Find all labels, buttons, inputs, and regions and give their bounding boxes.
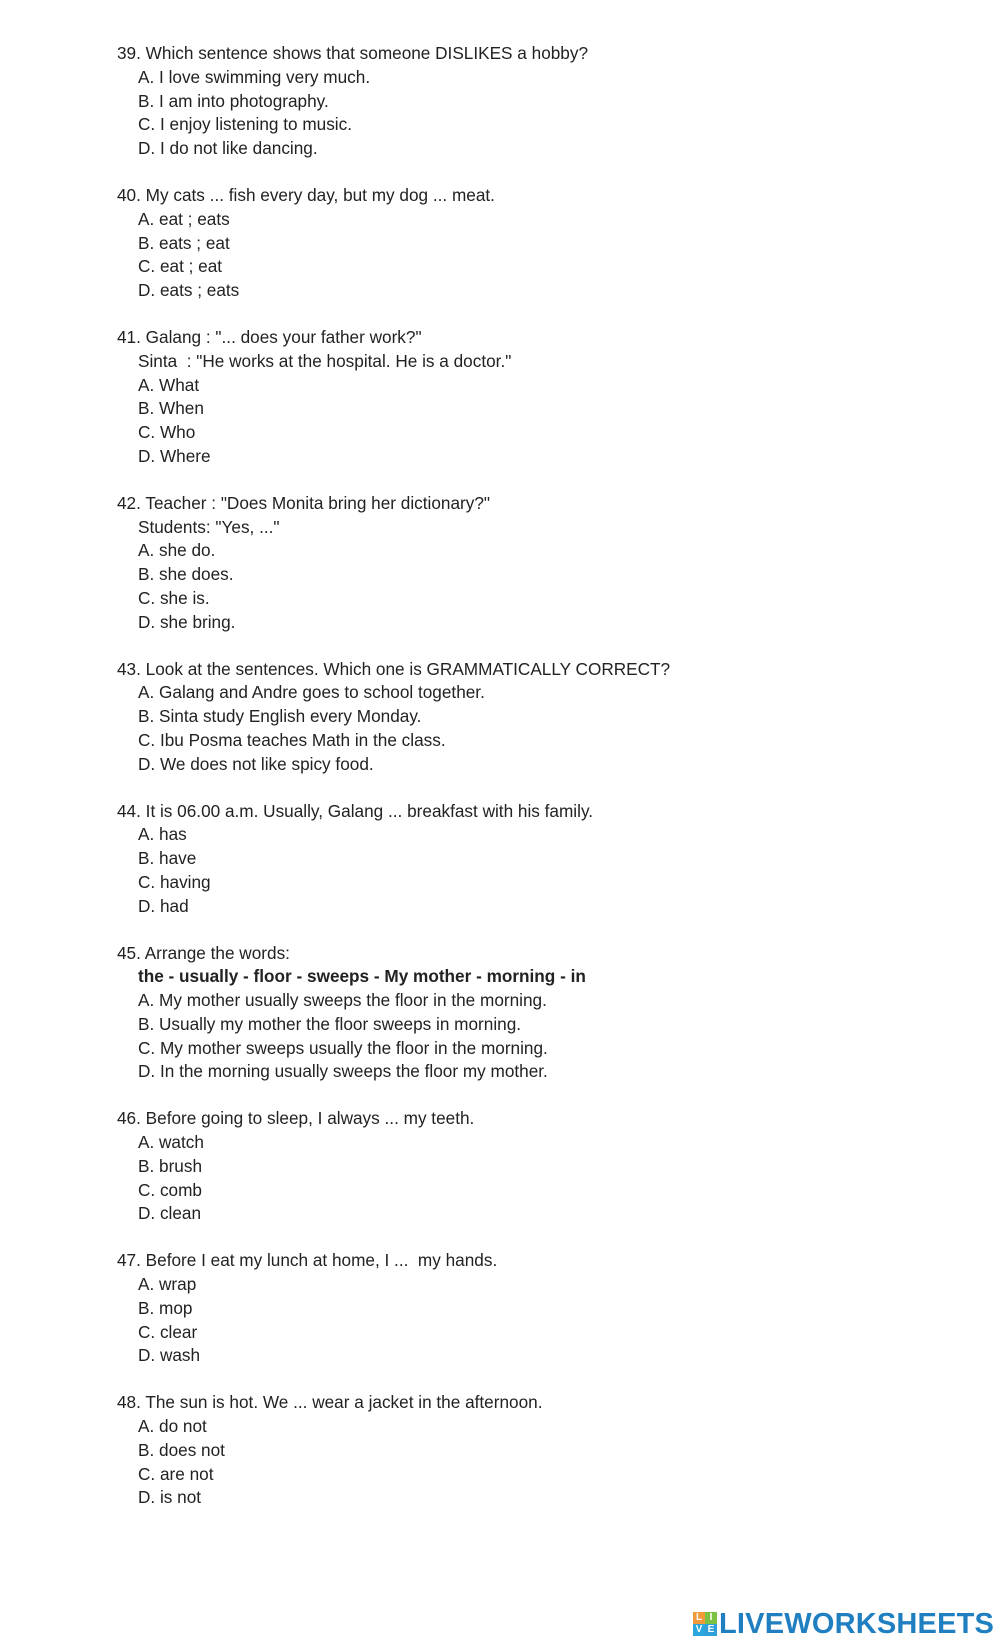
option-d: D. is not bbox=[138, 1487, 202, 1508]
option-c: C. Ibu Posma teaches Math in the class. bbox=[138, 729, 446, 750]
option-c: C. Who bbox=[138, 422, 196, 443]
word-list: the - usually - floor - sweeps - My mother - morning - in bbox=[138, 966, 586, 987]
option-b: B. brush bbox=[138, 1155, 203, 1176]
option-b: B. Sinta study English every Monday. bbox=[138, 706, 422, 727]
question-42 bbox=[117, 492, 977, 635]
option-d: D. eats ; eats bbox=[138, 280, 240, 301]
option-b: B. have bbox=[138, 848, 197, 869]
question-stem: 40. My cats ... fish every day, but my dog ... meat. bbox=[117, 184, 495, 205]
option-d: D. Where bbox=[138, 445, 211, 466]
option-a: A. has bbox=[138, 824, 187, 845]
question-39 bbox=[117, 42, 977, 161]
option-a: A. Galang and Andre goes to school together. bbox=[138, 682, 485, 703]
question-48 bbox=[117, 1391, 977, 1510]
logo-mark-letter: I bbox=[705, 1612, 717, 1624]
option-d: D. she bring. bbox=[138, 611, 236, 632]
logo-mark-letter: V bbox=[693, 1624, 705, 1636]
logo-mark-icon bbox=[693, 1612, 717, 1636]
question-stem: 42. Teacher : "Does Monita bring her dictionary?" bbox=[117, 492, 491, 513]
dialogue-line: Students: "Yes, ..." bbox=[138, 516, 280, 537]
question-stem: 43. Look at the sentences. Which one is GRAMMATICALLY CORRECT? bbox=[117, 658, 671, 679]
option-c: C. comb bbox=[138, 1179, 202, 1200]
option-a: A. My mother usually sweeps the floor in the morning. bbox=[138, 990, 547, 1011]
option-b: B. she does. bbox=[138, 564, 234, 585]
question-47 bbox=[117, 1249, 977, 1368]
question-45 bbox=[117, 942, 977, 1085]
option-a: A. she do. bbox=[138, 540, 216, 561]
option-a: A. eat ; eats bbox=[138, 208, 230, 229]
option-c: C. My mother sweeps usually the floor in the morning. bbox=[138, 1037, 548, 1058]
option-d: D. had bbox=[138, 895, 189, 916]
question-40 bbox=[117, 184, 977, 303]
option-d: D. clean bbox=[138, 1203, 202, 1224]
question-41 bbox=[117, 326, 977, 469]
question-44 bbox=[117, 800, 977, 919]
option-b: B. eats ; eat bbox=[138, 232, 230, 253]
option-b: B. I am into photography. bbox=[138, 90, 329, 111]
logo-mark-letter: E bbox=[705, 1624, 717, 1636]
question-stem: 39. Which sentence shows that someone DISLIKES a hobby? bbox=[117, 43, 589, 63]
question-stem: 45. Arrange the words: bbox=[117, 942, 290, 963]
option-c: C. having bbox=[138, 871, 211, 892]
question-stem: 44. It is 06.00 a.m. Usually, Galang ... breakfast with his family. bbox=[117, 800, 594, 821]
option-a: A. do not bbox=[138, 1416, 207, 1437]
option-a: A. I love swimming very much. bbox=[138, 66, 371, 87]
question-stem: 47. Before I eat my lunch at home, I ... my hands. bbox=[117, 1250, 498, 1271]
option-c: C. eat ; eat bbox=[138, 256, 223, 277]
option-b: B. Usually my mother the floor sweeps in morning. bbox=[138, 1013, 522, 1034]
option-b: B. When bbox=[138, 398, 204, 419]
dialogue-line: Sinta : "He works at the hospital. He is a doctor." bbox=[138, 350, 512, 371]
worksheet bbox=[117, 42, 977, 1533]
liveworksheets-logo bbox=[693, 1609, 994, 1639]
option-d: D. In the morning usually sweeps the floor my mother. bbox=[138, 1061, 548, 1082]
option-a: A. watch bbox=[138, 1132, 204, 1153]
option-d: D. We does not like spicy food. bbox=[138, 753, 374, 774]
question-43 bbox=[117, 658, 977, 777]
logo-mark-letter: L bbox=[693, 1612, 705, 1624]
question-stem: 41. Galang : "... does your father work?" bbox=[117, 326, 422, 347]
option-c: C. she is. bbox=[138, 587, 210, 608]
option-b: B. mop bbox=[138, 1297, 193, 1318]
option-c: C. clear bbox=[138, 1321, 198, 1342]
option-c: C. I enjoy listening to music. bbox=[138, 114, 352, 135]
logo-text: LIVEWORKSHEETS bbox=[719, 1608, 995, 1640]
option-a: A. wrap bbox=[138, 1274, 197, 1295]
question-46 bbox=[117, 1107, 977, 1226]
option-c: C. are not bbox=[138, 1463, 214, 1484]
option-a: A. What bbox=[138, 374, 200, 395]
question-stem: 46. Before going to sleep, I always ... my teeth. bbox=[117, 1108, 475, 1129]
option-d: D. wash bbox=[138, 1345, 201, 1366]
option-b: B. does not bbox=[138, 1439, 225, 1460]
question-stem: 48. The sun is hot. We ... wear a jacket in the afternoon. bbox=[117, 1392, 543, 1413]
option-d: D. I do not like dancing. bbox=[138, 138, 318, 159]
